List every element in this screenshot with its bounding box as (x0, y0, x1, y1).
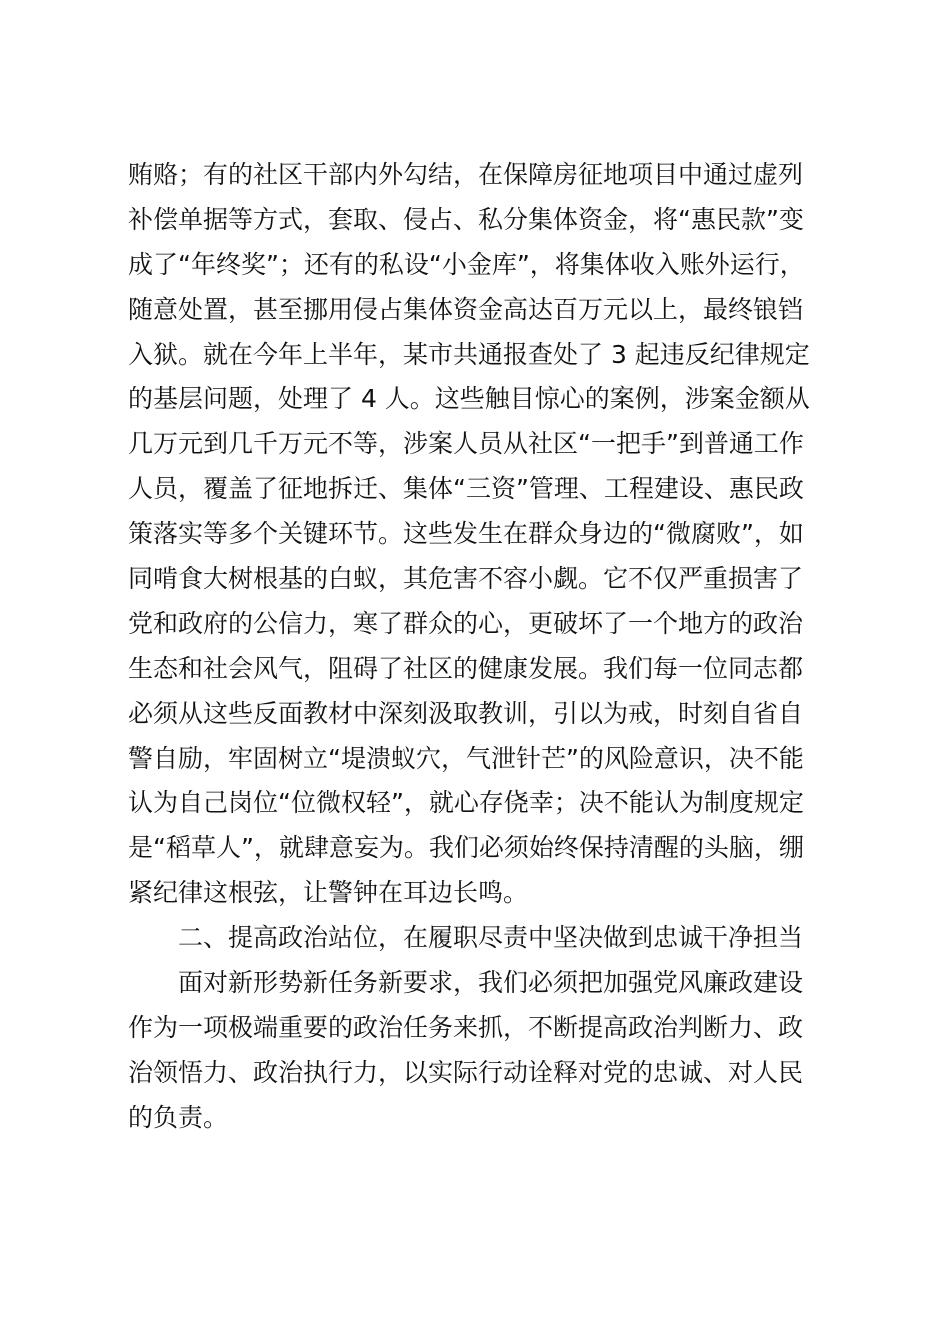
paragraph-line: 策落实等多个关键环节。这些发生在群众身边的“微腐败”，如 (128, 519, 804, 549)
paragraph-line: 生态和社会风气，阻碍了社区的健康发展。我们每一位同志都 (128, 653, 804, 683)
paragraph-line: 几万元到几千万元不等，涉案人员从社区“一把手”到普通工作 (128, 429, 804, 459)
paragraph-line: 警自励，牢固树立“堤溃蚁穴，气泄针芒”的风险意识，决不能 (128, 743, 804, 773)
paragraph-line: 贿赂；有的社区干部内外勾结，在保障房征地项目中通过虚列 (128, 160, 804, 189)
paragraph-line: 认为自己岗位“位微权轻”，就心存侥幸；决不能认为制度规定 (128, 788, 804, 818)
body-text (128, 153, 828, 1141)
paragraph-line: 的负责。 (128, 1102, 229, 1132)
paragraph-line: 是“稻草人”，就肆意妄为。我们必须始终保持清醒的头脑，绷 (128, 833, 804, 863)
paragraph-line: 入狱。就在今年上半年，某市共通报查处了 3 起违反纪律规定 (128, 339, 810, 369)
paragraph-line: 面对新形势新任务新要求，我们必须把加强党风廉政建设 (178, 968, 804, 998)
paragraph-line: 治领悟力、政治执行力，以实际行动诠释对党的忠诚、对人民 (128, 1057, 804, 1087)
paragraph-line: 人员，覆盖了征地拆迁、集体“三资”管理、工程建设、惠民政 (128, 474, 804, 504)
paragraph-line: 随意处置，甚至挪用侵占集体资金高达百万元以上，最终锒铛 (128, 294, 804, 324)
paragraph-line: 成了“年终奖”；还有的私设“小金库”，将集体收入账外运行， (128, 249, 805, 279)
section-heading: 二、提高政治站位，在履职尽责中坚决做到忠诚干净担当 (178, 923, 804, 953)
paragraph-line: 紧纪律这根弦，让警钟在耳边长鸣。 (128, 878, 529, 908)
paragraph-line: 党和政府的公信力，寒了群众的心，更破坏了一个地方的政治 (128, 608, 804, 638)
paragraph-line: 同啃食大树根基的白蚁，其危害不容小觑。它不仅严重损害了 (128, 564, 804, 594)
paragraph-line: 作为一项极端重要的政治任务来抓，不断提高政治判断力、政 (128, 1012, 804, 1042)
paragraph-line: 补偿单据等方式，套取、侵占、私分集体资金，将“惠民款”变 (128, 204, 804, 234)
paragraph-line: 的基层问题，处理了 4 人。这些触目惊心的案例，涉案金额从 (128, 384, 810, 414)
paragraph-line: 必须从这些反面教材中深刻汲取教训，引以为戒，时刻自省自 (128, 698, 804, 728)
